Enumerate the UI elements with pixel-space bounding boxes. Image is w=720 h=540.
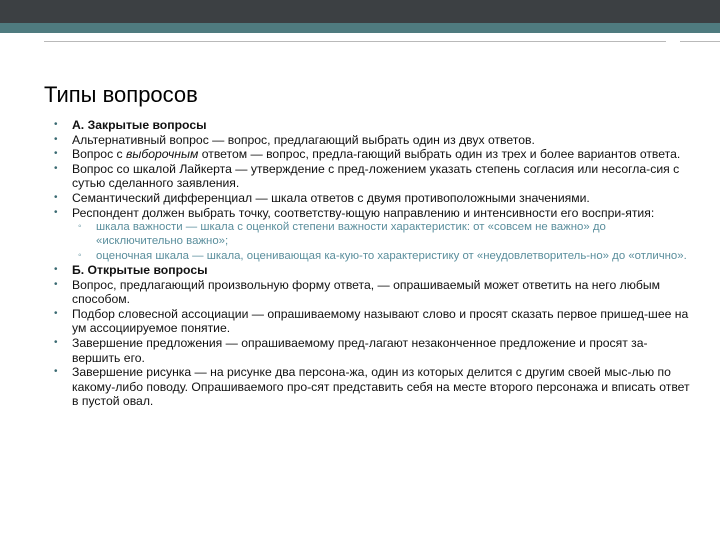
list-item <box>54 336 694 365</box>
list-item <box>54 365 694 409</box>
slide-content <box>54 118 694 409</box>
list-item-text: Вопрос с <box>72 147 127 162</box>
bullet-icon: • <box>54 119 58 130</box>
list-item-text: Респондент должен выбрать точку, соответству-ющую направлению и интенсивности его воспри-ятия: <box>72 205 655 220</box>
bullet-icon: • <box>54 191 58 203</box>
sub-list-item-text: оценочная шкала — шкала, оценивающая ка-кую-то характеристику от «неудовлетворитель-но» до «отлично». <box>96 249 687 262</box>
bullet-icon: • <box>54 133 58 145</box>
list-item-text: Семантический дифференциал — шкала ответов с двумя противоположными значениями. <box>72 190 590 205</box>
list-item <box>54 118 694 133</box>
list-item <box>54 206 694 263</box>
list-item <box>54 147 694 162</box>
list-item-text: Вопрос, предлагающий произвольную форму ответа, — опрашиваемый может ответить на него любым способом. <box>72 277 660 307</box>
list-item <box>54 191 694 206</box>
sub-bullet-icon: ◦ <box>78 249 82 261</box>
bullet-icon: • <box>54 366 58 378</box>
list-item-text: ответом — вопрос, предла-гающий выбрать один из трех и более вариантов ответа. <box>198 147 681 162</box>
list-item-text: Завершение предложения — опрашиваемому пред-лагают незаконченное предложение и просят за-вершить его. <box>72 336 648 365</box>
list-item <box>54 307 694 336</box>
list-item <box>54 162 694 191</box>
page-title: Типы вопросов <box>44 82 198 107</box>
sub-list-item <box>72 220 694 249</box>
sub-list-item-text: шкала важности — шкала с оценкой степени важности характеристик: от «совсем не важно» до «исключительно важно»; <box>96 221 606 248</box>
list-item-text: Подбор словесной ассоциации — опрашиваемому называют слово и просят сказать первое пришед-шее на ум ассоциируемое понятие. <box>72 306 689 336</box>
bullet-icon: • <box>54 148 58 160</box>
bullet-icon: • <box>54 162 58 174</box>
list-item-text: Вопрос со шкалой Лайкерта — утверждение с пред-ложением указать степень согласия или несогла-сия с сутью сделанного заявления. <box>72 161 680 191</box>
list-item <box>54 133 694 148</box>
sub-list <box>72 220 694 263</box>
bullet-icon: • <box>54 307 58 319</box>
list-item <box>54 278 694 307</box>
list-item <box>54 263 694 278</box>
bullet-icon: • <box>54 264 58 276</box>
section-heading-open: Б. Открытые вопросы <box>72 263 208 278</box>
header-rule <box>44 41 666 42</box>
list-item-text: Альтернативный вопрос — вопрос, предлагающий выбрать один из двух ответов. <box>72 132 535 147</box>
top-band <box>0 0 720 23</box>
list-item-emphasis: выборочным <box>126 147 199 162</box>
list-item-text: Завершение рисунка — на рисунке два персона-жа, один из которых делится с другим своей мыс-лью по какому-либо поводу. Опрашиваемого про-сят представить себя на месте второго персонажа и вписать ответ в пустой овал. <box>72 365 690 409</box>
sub-bullet-icon: ◦ <box>78 221 82 233</box>
bullet-icon: • <box>54 206 58 218</box>
bullet-list <box>54 118 694 409</box>
section-heading-closed: А. Закрытые вопросы <box>72 118 207 132</box>
bullet-icon: • <box>54 278 58 290</box>
accent-stripe <box>0 23 720 33</box>
bullet-icon: • <box>54 337 58 349</box>
header-rule-right <box>680 41 720 42</box>
sub-list-item <box>72 249 694 263</box>
